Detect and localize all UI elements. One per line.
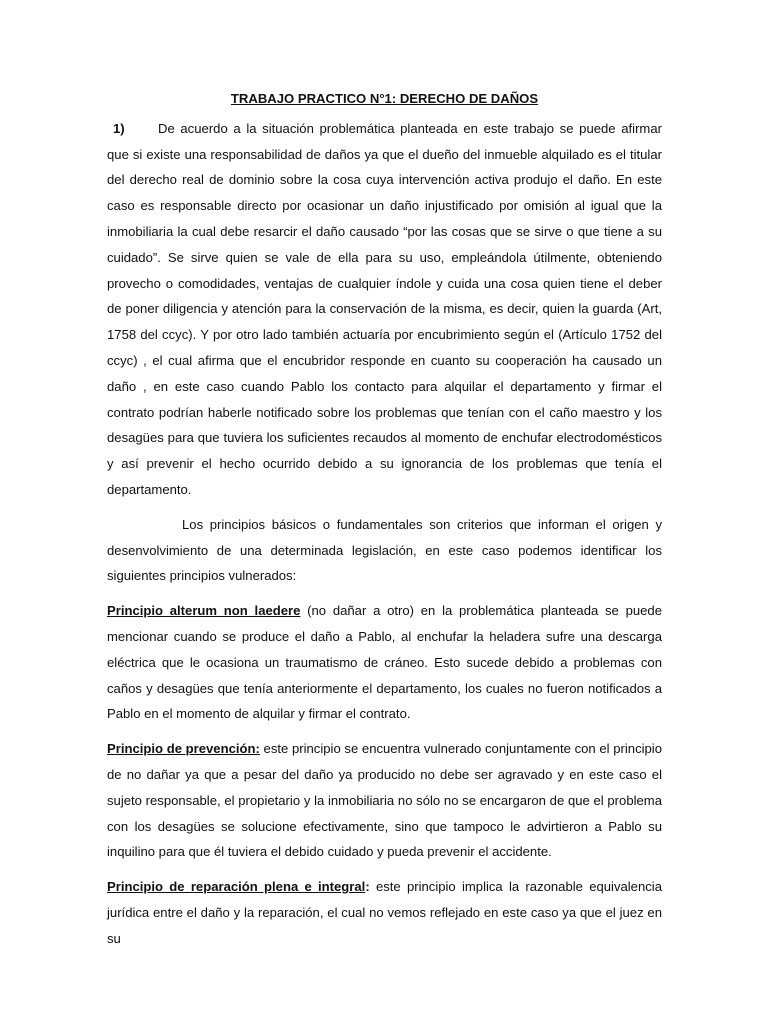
principle-text: este principio se encuentra vulnerado conjuntamente con el principio de no dañar ya que a pesar del daño ya producido no debe ser agravado y en este caso el sujeto responsable, el propietario y la inmobiliaria no sólo no se encargaron de que el problema con los desagües se solucione efectivamente, sino que tampoco le advirtieron a Pablo su inquilino para que él tuviera el debido cuidado y pueda prevenir el accidente. xyxy=(107,741,662,860)
principle-colon: : xyxy=(365,879,370,895)
principle-text: este principio implica la razonable equivalencia jurídica entre el daño y la reparación, el cual no vemos reflejado en este caso ya que el juez en su xyxy=(107,879,662,946)
document-page xyxy=(107,86,662,961)
principle-alterum xyxy=(107,598,662,727)
document-title: TRABAJO PRACTICO N°1: DERECHO DE DAÑOS xyxy=(230,91,539,106)
item-number: 1) xyxy=(113,120,125,136)
paragraph-1-text: De acuerdo a la situación problemática planteada en este trabajo se puede afirmar que si existe una responsabilidad de daños ya que el dueño del inmueble alquilado es el titular del derecho real de dominio sobre la cosa cuya intervención activa produjo el daño. En este caso es responsable directo por ocasionar un daño injustificado por omisión al igual que la inmobiliaria la cual debe resarcir el daño causado “por las cosas que se sirve o que tiene a su cuidado”. Se sirve quien se vale de ella para su uso, empleándola útilmente, obteniendo provecho o comodidades, ventajas de cualquier índole y cuida una cosa quien tiene el deber de poner diligencia y atención para la conservación de la misma, es decir, quien la guarda (Art, 1758 del ccyc). Y por otro lado también actuaría por encubrimiento según el (Artículo 1752 del ccyc) , el cual afirma que el encubridor responde en cuanto su cooperación ha causado un daño , en este caso cuando Pablo los contacto para alquilar el departamento y firmar el contrato podrían haberle notificado sobre los problemas que tenían con el caño maestro y los desagües para que tuviera los suficientes recaudos al momento de enchufar electrodomésticos y así prevenir el hecho ocurrido debido a su ignorancia de los problemas que tenía el departamento. xyxy=(107,120,662,497)
paragraph-2: Los principios básicos o fundamentales son criterios que informan el origen y desenvolvimiento de una determinada legislación, en este caso podemos identificar los siguientes principios vulnerados: xyxy=(107,516,662,584)
paragraph-1 xyxy=(107,116,662,503)
principle-text: (no dañar a otro) en la problemática planteada se puede mencionar cuando se produce el daño a Pablo, al enchufar la heladera sufre una descarga eléctrica que le ocasiona un traumatismo de cráneo. Esto sucede debido a problemas con caños y desagües que tenía anteriormente el departamento, los cuales no fueron notificados a Pablo en el momento de alquilar y firmar el contrato. xyxy=(107,603,662,722)
principle-heading: Principio de reparación plena e integral xyxy=(107,879,366,895)
principle-prevencion xyxy=(107,736,662,865)
principle-reparacion xyxy=(107,874,662,951)
principle-heading: Principio alterum non laedere xyxy=(107,603,301,619)
principle-heading: Principio de prevención: xyxy=(107,741,260,757)
